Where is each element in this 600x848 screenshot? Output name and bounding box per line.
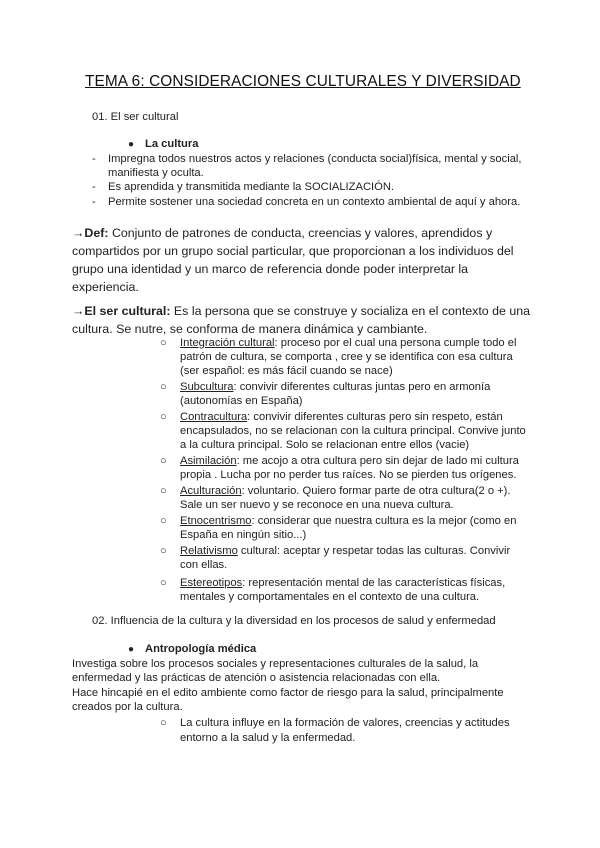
concept-item — [180, 484, 511, 499]
paragraph-line-2: enfermedad y las prácticas de atención o asistencia relacionadas con ella. — [72, 672, 441, 684]
definition-line-1 — [72, 224, 492, 243]
sub-item-line-2: entorno a la salud y la enfermedad. — [180, 732, 356, 744]
concept-item — [180, 336, 516, 351]
concept-continuation: propia . Lucha por no perder tus raíces. No se pierden tus orígenes. — [180, 469, 517, 481]
concept-term: Estereotipos — [180, 577, 243, 589]
dash-item-1-line2: manifiesta y oculta. — [108, 167, 204, 179]
concept-continuation: a la cultura principal. Solo se relacionan entre ellos (vacie) — [180, 439, 470, 451]
page-title: TEMA 6: CONSIDERACIONES CULTURALES Y DIVERSIDAD — [85, 73, 521, 90]
bullet-la-cultura: La cultura — [145, 138, 199, 150]
circle-bullet: ○ — [160, 717, 167, 729]
circle-bullet: ○ — [160, 515, 167, 527]
circle-bullet: ○ — [160, 577, 167, 589]
concept-text: : me acojo a otra cultura pero sin dejar de lado mi cultura — [236, 455, 519, 467]
section-heading-1: 01. El ser cultural — [92, 111, 179, 123]
concept-item — [180, 454, 519, 469]
paragraph-line-4: creados por la cultura. — [72, 701, 183, 713]
dash-marker: - — [92, 181, 96, 193]
paragraph-line-3: Hace hincapié en el edito ambiente como factor de riesgo para la salud, principalmente — [72, 687, 504, 699]
arrow-icon: → — [72, 226, 85, 240]
concept-continuation: Sale un ser nuevo y se reconoce en una nueva cultura. — [180, 499, 454, 511]
concept-term: Subcultura — [180, 381, 234, 393]
concept-item — [180, 576, 505, 591]
circle-bullet: ○ — [160, 337, 167, 349]
concept-continuation: encapsulados, no se relacionan con la cultura principal. Convive junto — [180, 425, 526, 437]
definition-label: Def: — [84, 226, 109, 240]
dash-item-3: Permite sostener una sociedad concreta en un contexto ambiental de aquí y ahora. — [108, 196, 521, 208]
concept-term: Integración cultural — [180, 337, 275, 349]
concept-continuation: mentales y comportamentales en el contexto de una cultura. — [180, 591, 480, 603]
arrow-icon: → — [72, 304, 85, 318]
ser-cultural-label: El ser cultural: — [84, 304, 171, 318]
section-heading-2: 02. Influencia de la cultura y la diversidad en los procesos de salud y enfermedad — [92, 615, 496, 627]
circle-bullet: ○ — [160, 455, 167, 467]
circle-bullet: ○ — [160, 545, 167, 557]
definition-line-3: grupo una identidad y un marco de referencia donde poder interpretar la — [72, 262, 469, 276]
concept-continuation: (ser español: es más fácil cuando se nace) — [180, 365, 393, 377]
concept-item — [180, 380, 490, 395]
dash-item-2: Es aprendida y transmitida mediante la SOCIALIZACIÓN. — [108, 181, 395, 193]
concept-text: : convivir diferentes culturas pero sin respeto, están — [247, 411, 503, 423]
concept-text: : considerar que nuestra cultura es la mejor (como en — [251, 515, 517, 527]
concept-text: : representación mental de las características físicas, — [242, 577, 506, 589]
concept-continuation: (autonomías en España) — [180, 395, 303, 407]
concept-term: Asimilación — [180, 455, 237, 467]
concept-text: : proceso por el cual una persona cumple todo el — [274, 337, 517, 349]
definition-line-4: experiencia. — [72, 280, 139, 294]
concept-item — [180, 514, 516, 529]
definition-line-2: compartidos por un grupo social particular, que proporcionan a los individuos del — [72, 244, 514, 258]
concept-continuation: patrón de cultura, se comporta , cree y se identifica con esa cultura — [180, 351, 513, 363]
concept-item — [180, 410, 503, 425]
bullet-antropologia-medica: Antropología médica — [145, 643, 257, 655]
concept-text: cultural: aceptar y respetar todas las culturas. Convivir — [237, 545, 511, 557]
bullet-dot: ● — [128, 644, 135, 655]
concept-term: Etnocentrismo — [180, 515, 252, 527]
concept-continuation: con ellas. — [180, 559, 228, 571]
sub-item-line-1: La cultura influye en la formación de valores, creencias y actitudes — [180, 717, 510, 729]
ser-cultural-line-1 — [72, 302, 530, 321]
dash-marker: - — [92, 153, 96, 165]
paragraph-line-1: Investiga sobre los procesos sociales y representaciones culturales de la salud, la — [72, 658, 479, 670]
circle-bullet: ○ — [160, 411, 167, 423]
concept-term: Contracultura — [180, 411, 248, 423]
bullet-dot: ● — [128, 139, 135, 150]
concept-text: : voluntario. Quiero formar parte de otra cultura(2 o +). — [241, 485, 511, 497]
dash-marker: - — [92, 196, 96, 208]
concept-term: Aculturación — [180, 485, 242, 497]
definition-text: Conjunto de patrones de conducta, creencias y valores, aprendidos y — [111, 226, 493, 240]
circle-bullet: ○ — [160, 381, 167, 393]
concept-term: Relativismo — [180, 545, 238, 557]
concept-continuation: España en ningún sitio...) — [180, 529, 307, 541]
ser-cultural-line-2: cultura. Se nutre, se conforma de manera dinámica y cambiante. — [72, 322, 428, 336]
circle-bullet: ○ — [160, 485, 167, 497]
ser-cultural-text: Es la persona que se construye y socializa en el contexto de una — [173, 304, 531, 318]
concept-item — [180, 544, 510, 559]
concept-text: : convivir diferentes culturas juntas pero en armonía — [233, 381, 491, 393]
dash-item-1-line1: Impregna todos nuestros actos y relaciones (conducta social)física, mental y social, — [108, 153, 522, 165]
